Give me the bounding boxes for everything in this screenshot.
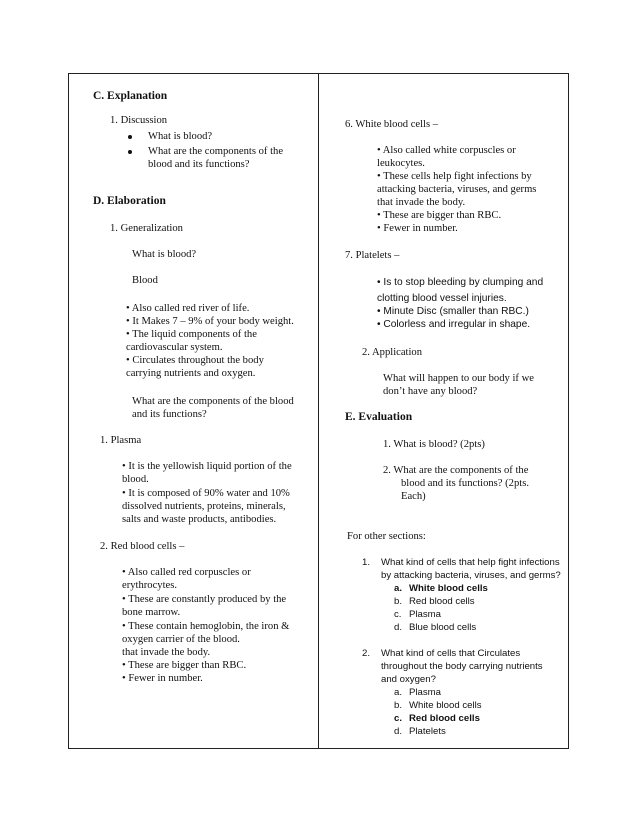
plasma-heading: 1. Plasma: [100, 435, 142, 446]
wbc-line: • These cells help fight infections by: [377, 171, 532, 182]
option-text: Plasma: [409, 687, 441, 698]
discussion-heading: 1. Discussion: [110, 115, 168, 126]
wbc-line: attacking bacteria, viruses, and germs: [377, 184, 537, 195]
rbc-line: • These are constantly produced by the: [122, 594, 287, 605]
wbc-line: • Fewer in number.: [377, 223, 458, 234]
blood-line: • Circulates throughout the body: [126, 355, 264, 366]
blood-line: cardiovascular system.: [126, 342, 223, 353]
option-letter: b.: [394, 596, 403, 607]
application-q1: What will happen to our body if we: [383, 373, 534, 384]
blood-line: carrying nutrients and oxygen.: [126, 368, 256, 379]
other-q1-number: 1.: [362, 557, 371, 568]
eval-q2-cont: Each): [401, 491, 426, 502]
eval-q2: 2. What are the components of the: [383, 465, 529, 476]
other-q1: What kind of cells that help fight infections: [381, 557, 560, 568]
rbc-line: • Fewer in number.: [122, 673, 203, 684]
column-divider: [318, 73, 319, 749]
other-q1-cont: by attacking bacteria, viruses, and germs?: [381, 570, 561, 581]
option-text: Platelets: [409, 726, 446, 737]
discussion-q1: What is blood?: [148, 131, 213, 142]
plasma-line: salts and waste products, antibodies.: [122, 514, 277, 525]
wbc-line: • These are bigger than RBC.: [377, 210, 502, 221]
bullet-icon: [128, 135, 132, 139]
components-question: What are the components of the blood: [132, 396, 294, 407]
platelets-line: • Minute Disc (smaller than RBC.): [377, 306, 529, 317]
discussion-q2-cont: blood and its functions?: [148, 159, 250, 170]
option-text: Plasma: [409, 609, 441, 620]
blood-line: • Also called red river of life.: [126, 303, 250, 314]
plasma-line: dissolved nutrients, proteins, minerals,: [122, 501, 286, 512]
generalization-heading: 1. Generalization: [110, 223, 183, 234]
blood-label: Blood: [132, 275, 158, 286]
rbc-line: oxygen carrier of the blood.: [122, 634, 240, 645]
eval-q2-cont: blood and its functions? (2pts.: [401, 478, 529, 489]
blood-line: • It Makes 7 – 9% of your body weight.: [126, 316, 294, 327]
plasma-line: blood.: [122, 474, 149, 485]
section-e-title: E. Evaluation: [345, 411, 413, 423]
what-is-blood: What is blood?: [132, 249, 197, 260]
option-letter: a.: [394, 583, 403, 594]
platelets-line: • Is to stop bleeding by clumping and: [377, 277, 544, 288]
other-sections-label: For other sections:: [347, 531, 426, 542]
other-q2-number: 2.: [362, 648, 371, 659]
section-c-title: C. Explanation: [93, 90, 168, 102]
section-d-title: D. Elaboration: [93, 195, 166, 207]
other-q2-cont: throughout the body carrying nutrients: [381, 661, 543, 672]
option-text: Red blood cells: [409, 596, 475, 607]
other-q2: What kind of cells that Circulates: [381, 648, 521, 659]
discussion-q2: What are the components of the: [148, 146, 284, 157]
rbc-line: • These contain hemoglobin, the iron &: [122, 621, 290, 632]
rbc-line: • Also called red corpuscles or: [122, 567, 251, 578]
components-question-cont: and its functions?: [132, 409, 207, 420]
rbc-line: • These are bigger than RBC.: [122, 660, 247, 671]
option-letter: c.: [394, 713, 403, 724]
option-letter: c.: [394, 609, 402, 620]
option-letter: b.: [394, 700, 403, 711]
wbc-line: that invade the body.: [377, 197, 466, 208]
option-letter: d.: [394, 622, 403, 633]
other-q2-cont: and oxygen?: [381, 674, 436, 685]
bullet-icon: [128, 150, 132, 154]
wbc-line: leukocytes.: [377, 158, 425, 169]
platelets-line: clotting blood vessel injuries.: [377, 293, 507, 304]
rbc-line: that invade the body.: [122, 647, 211, 658]
option-text: White blood cells: [409, 700, 482, 711]
option-text: Blue blood cells: [409, 622, 477, 633]
option-answer: Red blood cells: [409, 713, 480, 724]
eval-q1: 1. What is blood? (2pts): [383, 439, 485, 450]
plasma-line: • It is the yellowish liquid portion of the: [122, 461, 292, 472]
blood-line: • The liquid components of the: [126, 329, 257, 340]
rbc-line: erythrocytes.: [122, 580, 178, 591]
platelets-line: • Colorless and irregular in shape.: [377, 319, 531, 330]
option-letter: a.: [394, 687, 403, 698]
application-heading: 2. Application: [362, 347, 423, 358]
wbc-line: • Also called white corpuscles or: [377, 145, 516, 156]
platelets-heading: 7. Platelets –: [345, 250, 400, 261]
wbc-heading: 6. White blood cells –: [345, 119, 439, 130]
plasma-line: • It is composed of 90% water and 10%: [122, 488, 290, 499]
application-q2: don’t have any blood?: [383, 386, 478, 397]
option-answer: White blood cells: [409, 583, 488, 594]
rbc-line: bone marrow.: [122, 607, 181, 618]
option-letter: d.: [394, 726, 403, 737]
rbc-heading: 2. Red blood cells –: [100, 541, 185, 552]
